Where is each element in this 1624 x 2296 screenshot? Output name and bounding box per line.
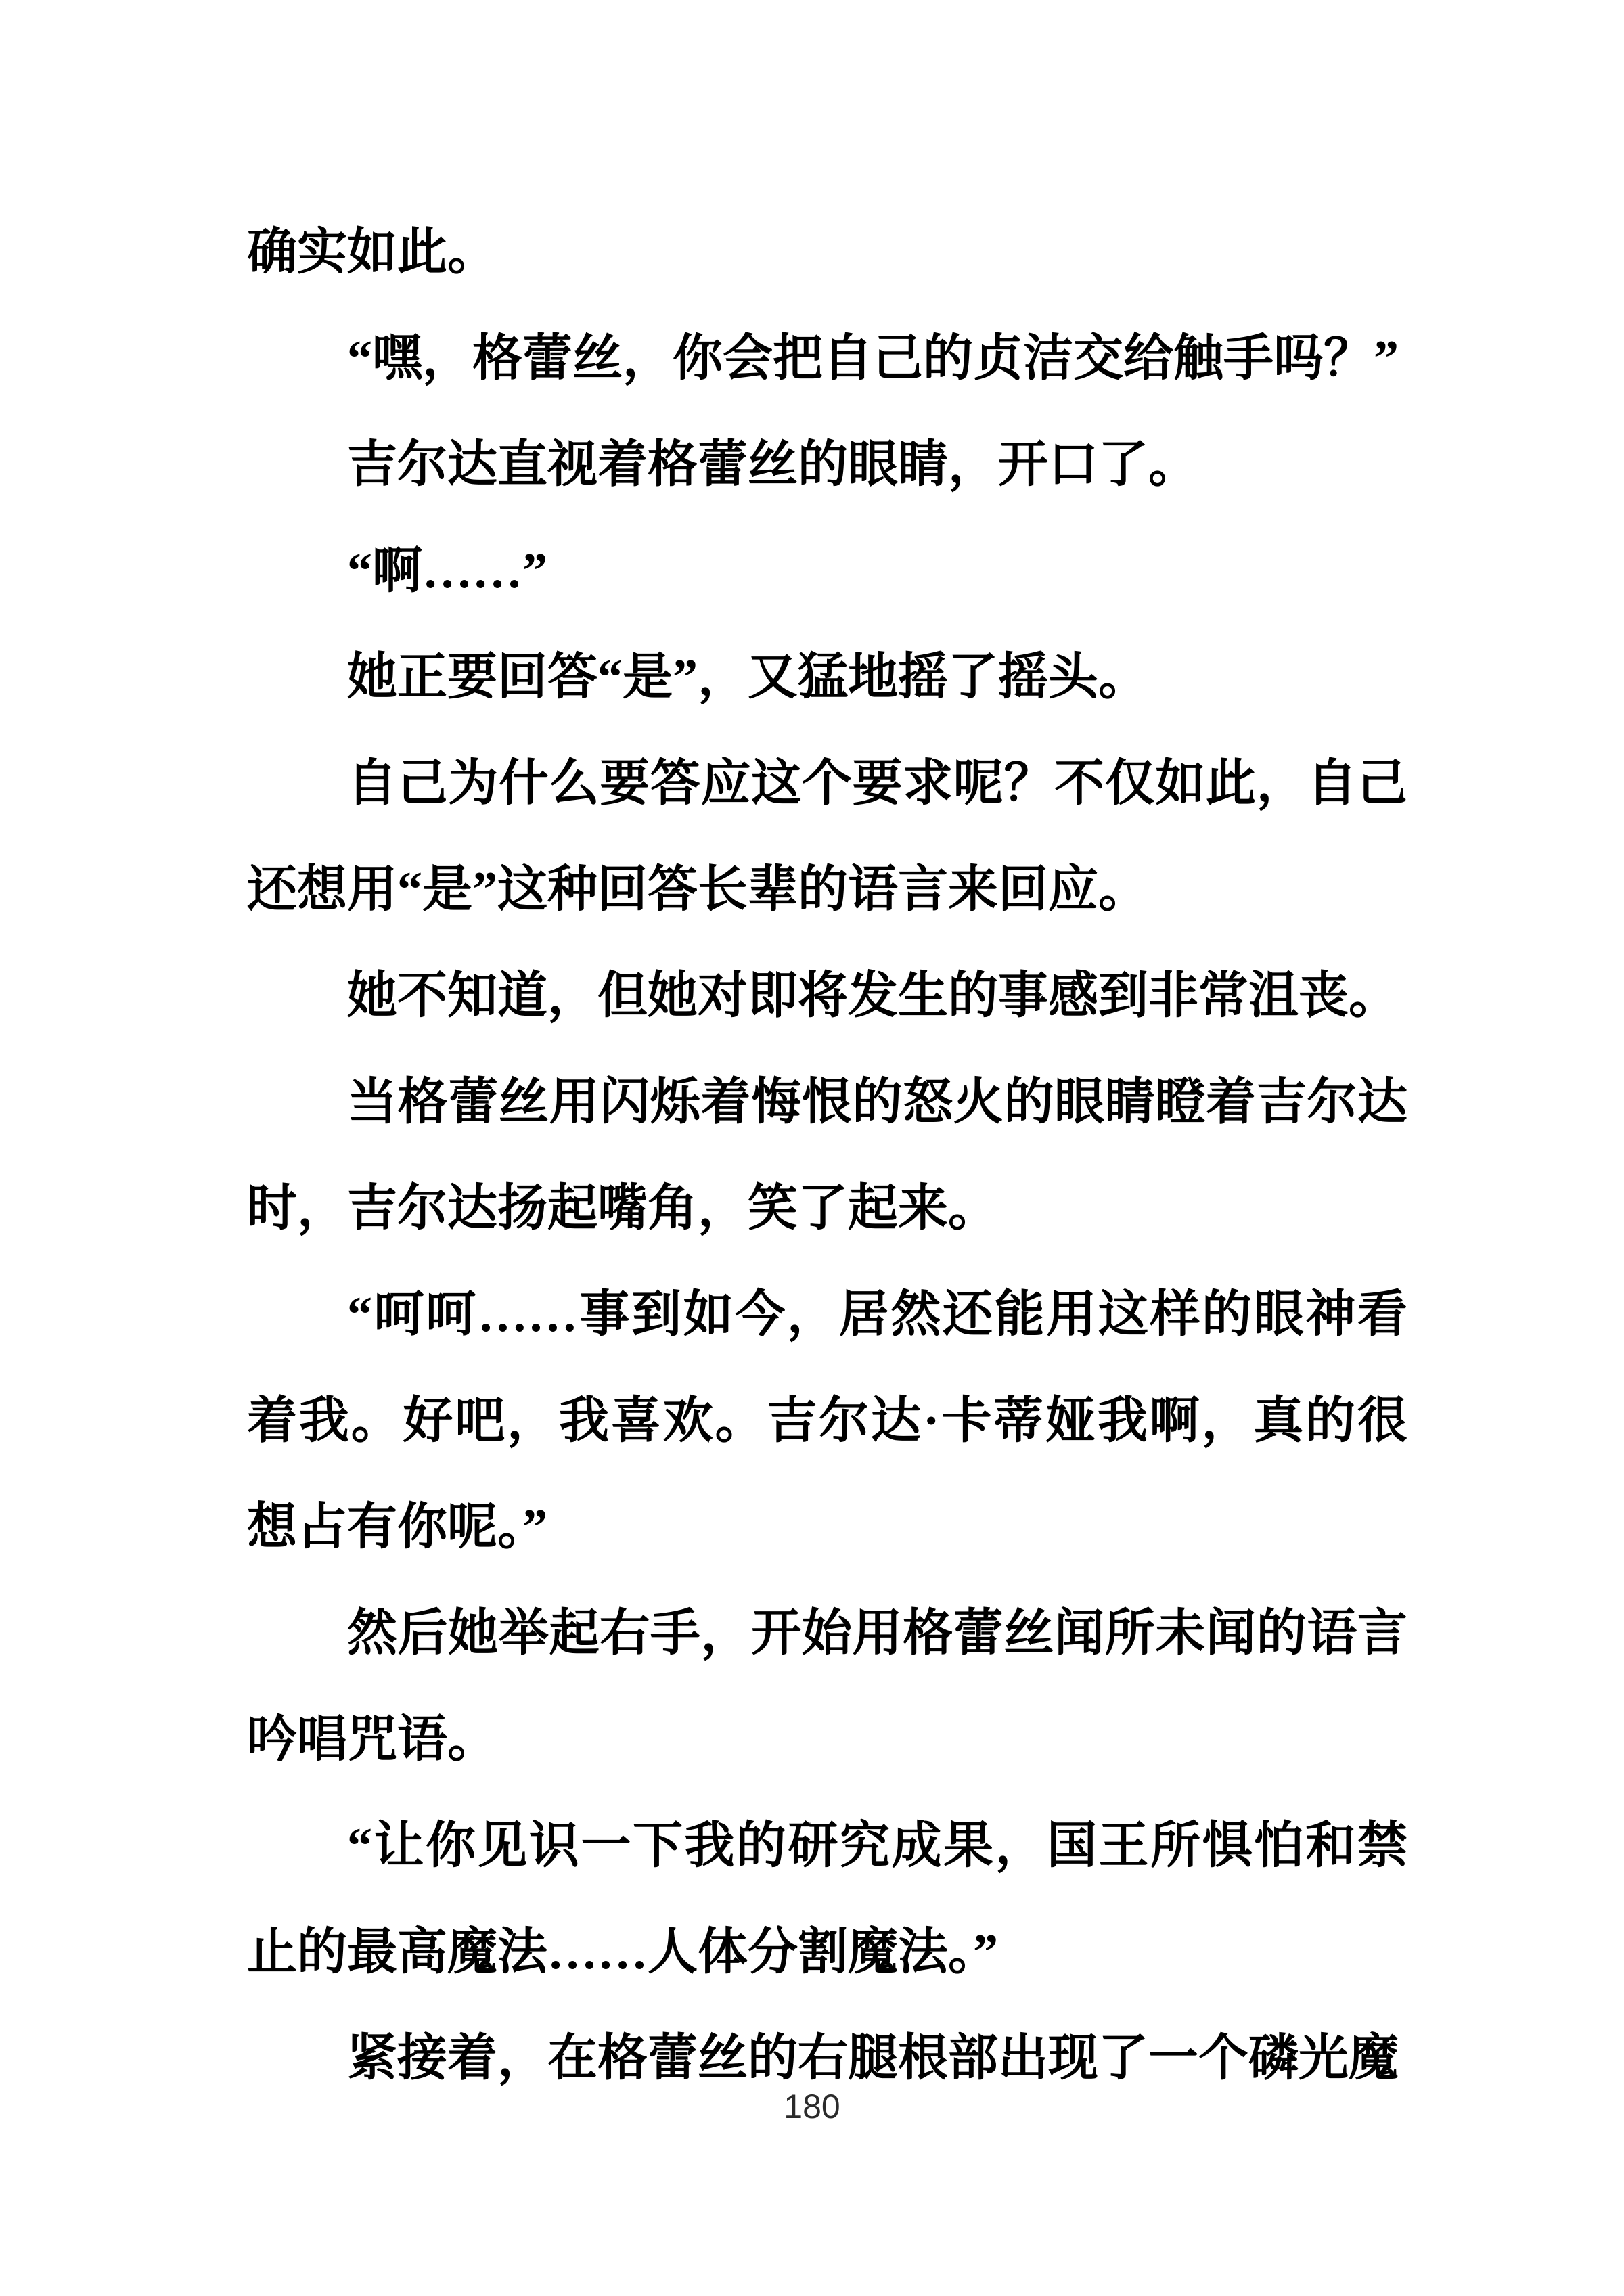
body-paragraph: 她正要回答“是”，又猛地摇了摇头。 (347, 650, 1148, 705)
body-paragraph: 自己为什么要答应这个要求呢？不仅如此，自己还想用“是”这种回答长辈的语言来回应。 (247, 756, 1407, 918)
body-paragraph: 当格蕾丝用闪烁着悔恨的怒火的眼睛瞪着吉尔达时，吉尔达扬起嘴角，笑了起来。 (247, 1075, 1407, 1236)
page-number: 180 (784, 2088, 840, 2125)
body-paragraph: 紧接着，在格蕾丝的右腿根部出现了一个磷光魔 (347, 2031, 1399, 2086)
body-paragraph: 她不知道，但她对即将发生的事感到非常沮丧。 (347, 968, 1399, 1024)
body-paragraph: 然后她举起右手，开始用格蕾丝闻所未闻的语言吟唱咒语。 (247, 1606, 1407, 1768)
body-paragraph: 吉尔达直视着格蕾丝的眼睛，开口了。 (347, 437, 1198, 493)
body-paragraph: “啊……” (347, 543, 547, 599)
body-paragraph: “让你见识一下我的研究成果，国王所惧怕和禁止的最高魔法……人体分割魔法。” (247, 1818, 1407, 1980)
body-paragraph: “嘿，格蕾丝，你会把自己的贞洁交给触手吗？” (347, 331, 1399, 386)
body-paragraph: 确实如此。 (247, 225, 497, 280)
body-paragraph: “呵呵……事到如今，居然还能用这样的眼神看着我。好吧，我喜欢。吉尔达·卡蒂娅我啊，真的很想占有你呢。” (247, 1287, 1407, 1555)
